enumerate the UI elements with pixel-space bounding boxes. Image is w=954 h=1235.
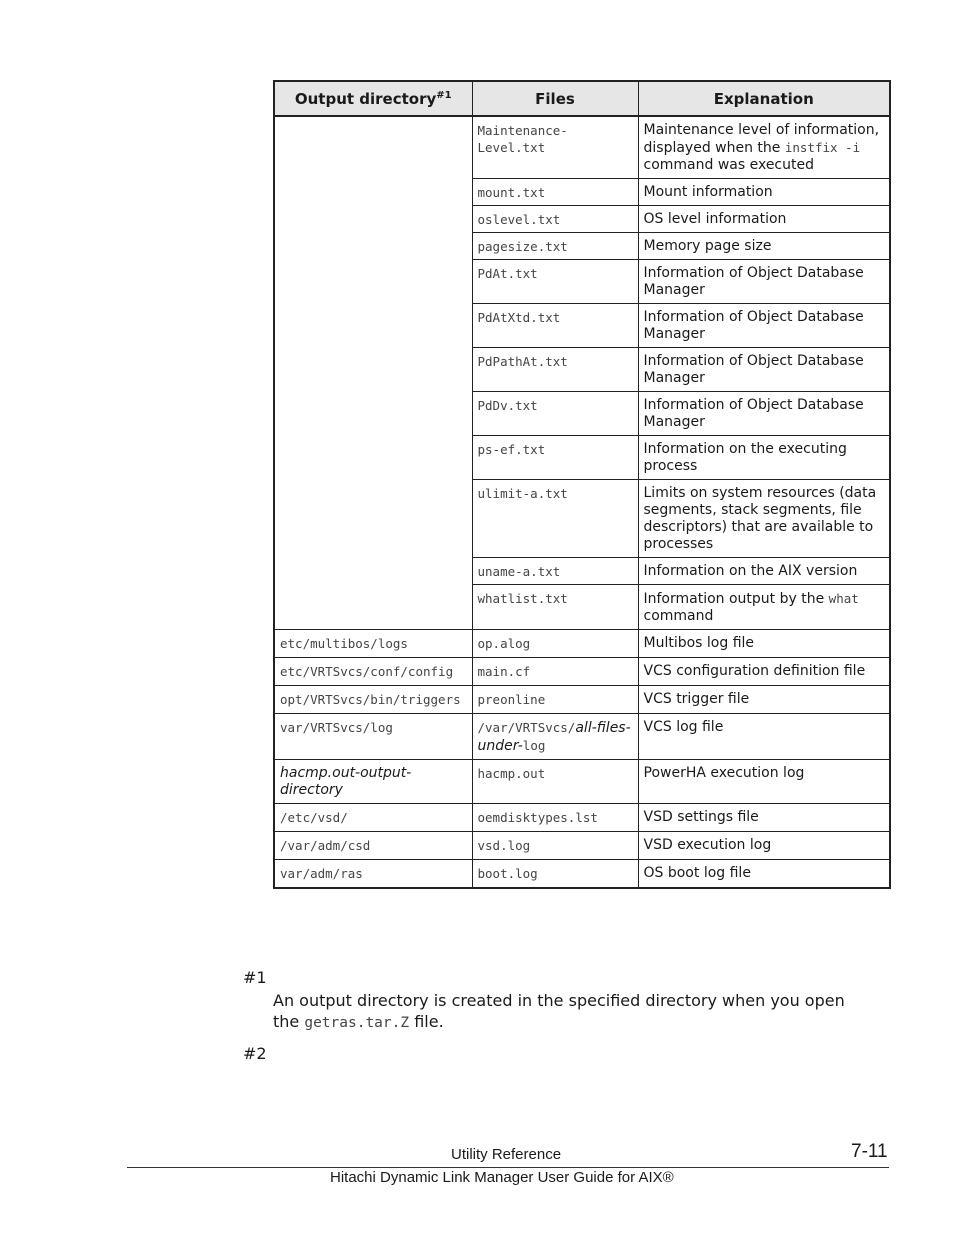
file-cell: PdAt.txt [472,260,638,304]
text-segment: command was executed [643,157,814,173]
code-text: instfix -i [784,140,861,155]
code-text: log [522,738,546,753]
file-cell [472,630,638,658]
explanation-cell: PowerHA execution log [638,760,890,804]
footer-book-title: Hitachi Dynamic Link Manager User Guide for AIX® [330,1169,674,1186]
table-row [274,760,890,804]
text-segment: Maintenance level of information, displayed when the [643,122,880,156]
text-segment: Memory page size [643,238,772,254]
code-text: /var/adm/csd [280,838,371,853]
output-directory-cell [274,760,472,804]
table-row [274,714,890,760]
output-directory-cell [274,804,472,832]
table-row [274,658,890,686]
explanation-cell: VCS trigger file [638,686,890,714]
footnote-1-text [273,990,873,1034]
file-cell: oslevel.txt [472,206,638,233]
file-cell: pagesize.txt [472,233,638,260]
output-directory-cell [274,832,472,860]
code-text: opt/VRTSvcs/bin/triggers [280,692,461,707]
italic-text: all-files-under- [477,720,631,754]
footnote-1-label: #1 [243,968,267,987]
explanation-cell [638,304,890,348]
file-cell: ulimit-a.txt [472,480,638,558]
text-segment: OS level information [643,211,787,227]
file-cell: PdPathAt.txt [472,348,638,392]
text-segment: Information on the executing process [643,441,847,474]
code-text: main.cf [477,664,531,679]
output-directory-cell [274,630,472,658]
text-segment: Information of Object Database Manager [643,265,864,298]
code-text: boot.log [477,866,538,881]
explanation-cell [638,436,890,480]
file-cell [472,760,638,804]
text-segment: Information of Object Database Manager [643,353,864,386]
table-row [274,832,890,860]
file-cell: ps-ef.txt [472,436,638,480]
table-row [274,860,890,889]
table-header-row [274,81,890,116]
code-text: /etc/vsd/ [280,810,348,825]
explanation-cell [638,392,890,436]
footnote-2-label: #2 [243,1044,267,1063]
explanation-cell [638,179,890,206]
explanation-cell: VCS configuration definition file [638,658,890,686]
code-text: oemdisktypes.lst [477,810,598,825]
explanation-cell [638,233,890,260]
table-row [274,686,890,714]
text-segment: Information of Object Database Manager [643,309,864,342]
output-directory-cell [274,658,472,686]
table-row [274,804,890,832]
header-explanation: Explanation [638,81,890,116]
footer-section-title: Utility Reference [451,1146,562,1163]
italic-text: hacmp.out-output-directory [280,765,412,798]
explanation-cell [638,206,890,233]
output-directory-cell [274,714,472,760]
footnote-1-code: getras.tar.Z [304,1015,410,1031]
code-text: op.alog [477,636,531,651]
explanation-cell [638,480,890,558]
file-cell: Maintenance-Level.txt [472,116,638,179]
code-text: etc/multibos/logs [280,636,408,651]
explanation-cell: Multibos log file [638,630,890,658]
reference-table [273,80,891,889]
code-text: etc/VRTSvcs/conf/config [280,664,454,679]
file-cell: mount.txt [472,179,638,206]
code-text: hacmp.out [477,766,546,781]
code-text: var/adm/ras [280,866,363,881]
header-files: Files [472,81,638,116]
text-segment: Information of Object Database Manager [643,397,864,430]
text-segment: Information on the AIX version [643,563,858,579]
code-text: vsd.log [477,838,531,853]
code-text: what [828,591,859,606]
explanation-cell [638,558,890,585]
file-cell [472,860,638,889]
explanation-cell: VSD settings file [638,804,890,832]
table-row [274,116,890,179]
file-cell: PdAtXtd.txt [472,304,638,348]
text-segment: command [643,608,714,624]
table-body [274,116,890,888]
header-output-directory [274,81,472,116]
text-segment: Mount information [643,184,773,200]
explanation-cell: OS boot log file [638,860,890,889]
code-text: /var/VRTSvcs/ [477,720,576,735]
file-cell [472,804,638,832]
file-cell [472,658,638,686]
output-directory-cell-spanned [274,116,472,630]
text-segment: Information output by the [643,591,829,607]
page-number: 7-11 [851,1141,888,1162]
footnote-ref-1: #1 [436,89,452,101]
code-text: var/VRTSvcs/log [280,720,393,735]
explanation-cell: VSD execution log [638,832,890,860]
text-segment: Limits on system resources (data segments, stack segments, file descriptors) that are available to processes [643,485,877,552]
table-row [274,630,890,658]
explanation-cell: VCS log file [638,714,890,760]
file-cell: uname-a.txt [472,558,638,585]
file-cell: whatlist.txt [472,585,638,630]
code-text: preonline [477,692,546,707]
output-directory-cell [274,686,472,714]
header-output-directory-label: Output directory [294,89,437,108]
footnote-1-text-after: file. [409,1012,444,1031]
output-directory-cell [274,860,472,889]
explanation-cell [638,348,890,392]
file-cell [472,686,638,714]
explanation-cell [638,585,890,630]
explanation-cell [638,260,890,304]
footnote-1-text-before: An output directory is created in the specified directory when you open the [273,991,845,1031]
explanation-cell [638,116,890,179]
file-cell [472,832,638,860]
file-cell [472,714,638,760]
footer-divider [127,1167,889,1168]
file-cell: PdDv.txt [472,392,638,436]
